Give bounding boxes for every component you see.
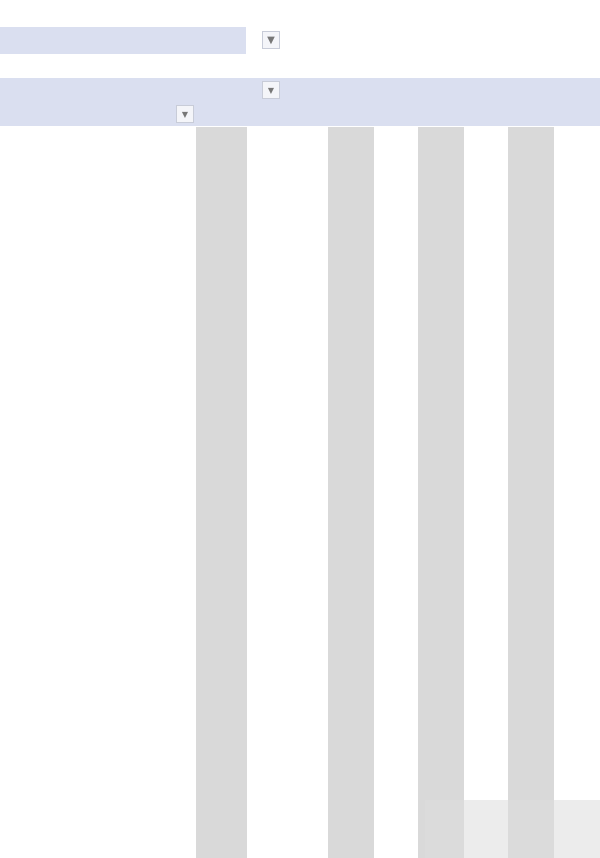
batch-dropdown-button[interactable]: ▼ — [176, 105, 194, 123]
filter-funnel-icon[interactable]: ▼ — [262, 31, 280, 49]
pivot-title — [0, 0, 600, 26]
col-2016-shade — [328, 127, 374, 858]
col-2020-shade — [508, 127, 554, 858]
year-dropdown-button[interactable]: ▼ — [262, 81, 280, 99]
col-2018-shade — [418, 127, 464, 858]
filter-row — [0, 27, 246, 54]
pivot-header — [0, 78, 600, 126]
col-2014-shade — [196, 127, 247, 858]
watermark — [425, 800, 600, 858]
